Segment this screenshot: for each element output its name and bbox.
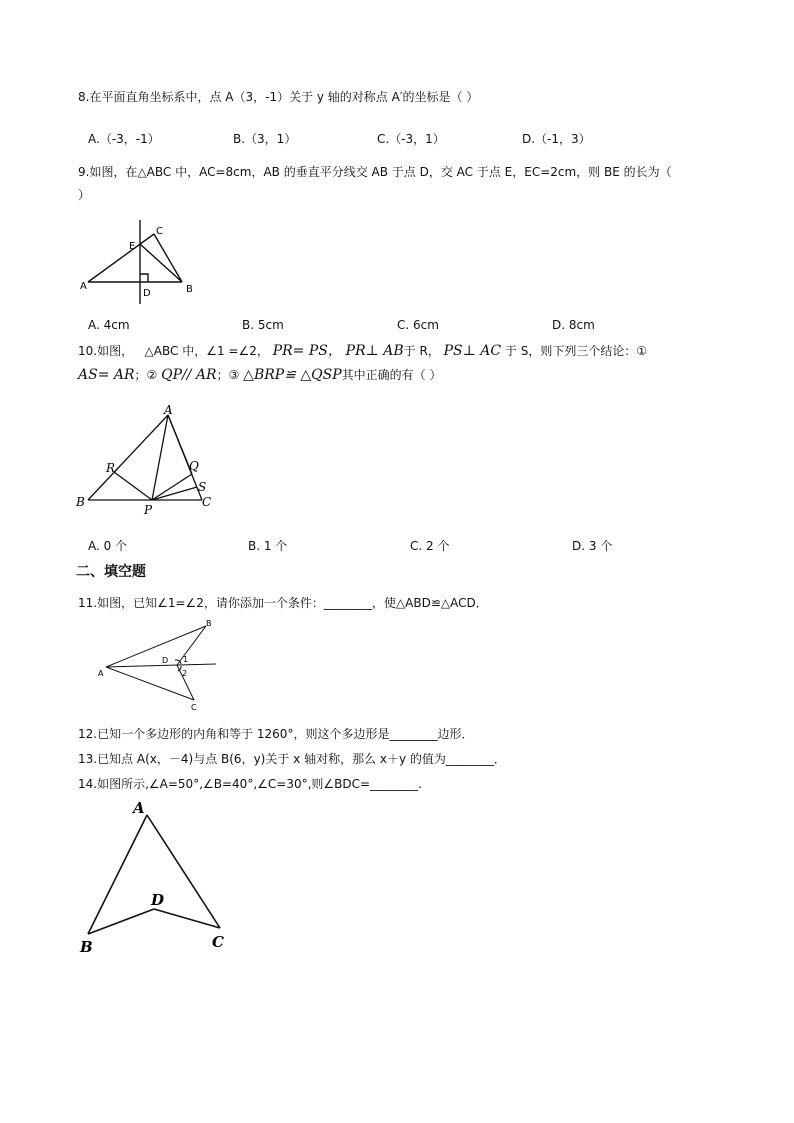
q10-sep-2: ；② [134,368,158,382]
segment-ad [106,664,216,667]
label-d: D [143,288,151,299]
label-d: D [162,656,169,665]
question-14-text: 14.如图所示,∠A=50°,∠B=40°,∠C=30°,则∠BDC=________. [78,777,422,791]
right-angle-mark [140,274,148,282]
segment-ac [88,234,154,282]
question-10-text-line1 [78,343,647,359]
q10-sep-3: ；③ [216,368,240,382]
q10-triangle-figure [74,400,224,520]
section-fill-in-title: 二、填空题 [76,564,146,580]
segment-cb [154,234,182,282]
q10-option-d[interactable]: D. 3 个 [572,539,613,553]
q11-figure [92,616,222,714]
segment-pq [152,474,192,500]
q10-conclusions-intro: 于 S，则下列三个结论：① [504,344,648,358]
label-s: S [198,480,207,494]
q9-option-c[interactable]: C. 6cm [397,318,439,332]
label-e: E [129,241,136,252]
q10-ps-perp: PS⊥ AC [443,343,502,359]
q9-option-a[interactable]: A. 4cm [88,318,130,332]
q10-option-a[interactable]: A. 0 个 [88,539,128,553]
label-angle-1: 1 [183,655,189,664]
question-13-text: 13.已知点 A(x，－4)与点 B(6，y)关于 x 轴对称，那么 x＋y 的值为________． [78,752,506,766]
q10-prefix: 10.如图， [78,344,134,358]
label-a: A [133,799,145,817]
segment-ab [88,815,147,934]
segment-ps [152,487,197,500]
question-8-text: 8.在平面直角坐标系中，点 A（3，-1）关于 y 轴的对称点 A′的坐标是（ ） [78,90,479,104]
label-c: C [191,703,197,712]
q10-at-r: 于 R， [403,344,440,358]
q10-as-ar: AS= AR [78,367,135,383]
q10-option-b[interactable]: B. 1 个 [248,539,288,553]
segment-eb [140,244,182,282]
label-c: C [212,933,224,951]
label-d: D [151,891,165,909]
question-11-text: 11.如图，已知∠1=∠2，请你添加一个条件：________，使△ABD≌△ACD． [78,596,488,610]
q10-question: 其中正确的有（ ） [341,368,442,382]
label-b: B [80,938,93,956]
segment-ap [152,415,168,500]
label-r: R [106,461,116,475]
question-10-text-line2 [78,367,441,383]
question-12-text: 12.已知一个多边形的内角和等于 1260°，则这个多边形是________边形． [78,727,474,741]
q9-option-b[interactable]: B. 5cm [242,318,284,332]
segment-ab [88,415,168,500]
q8-option-b[interactable]: B.（3，1） [233,132,297,146]
label-a: A [164,403,173,417]
segment-pr [114,472,152,500]
q9-triangle-figure [78,212,208,312]
q8-option-a[interactable]: A.（-3，-1） [88,132,160,146]
q10-pr-ps: PR= PS， [272,343,342,359]
q8-option-d[interactable]: D.（-1，3） [522,132,591,146]
label-angle-2: 2 [182,669,188,678]
q10-pr-perp: PR⊥ AB [345,343,404,359]
q9-option-d[interactable]: D. 8cm [552,318,595,332]
label-c: C [202,495,212,509]
label-q: Q [189,459,199,473]
q8-option-c[interactable]: C.（-3，1） [377,132,445,146]
label-b: B [186,284,193,295]
q10-option-c[interactable]: C. 2 个 [410,539,450,553]
q10-qp-parallel: QP// AR [161,367,217,383]
q14-figure [70,796,240,961]
label-c: C [156,226,163,237]
q10-triangle-condition: △ABC 中，∠1 =∠2， [144,344,269,358]
label-a: A [98,669,104,678]
q10-congruence: △BRP≌ △QSP [243,367,342,383]
label-a: A [80,281,87,292]
label-b: B [206,619,212,628]
segment-ac [147,815,220,928]
label-b: B [76,495,85,509]
question-9-text-line1: 9.如图，在△ABC 中，AC=8cm，AB 的垂直平分线交 AB 于点 D，交 AC 于点 E，EC=2cm，则 BE 的长为（ [78,165,672,179]
question-9-text-line2: ） [78,188,91,202]
label-p: P [144,503,153,517]
